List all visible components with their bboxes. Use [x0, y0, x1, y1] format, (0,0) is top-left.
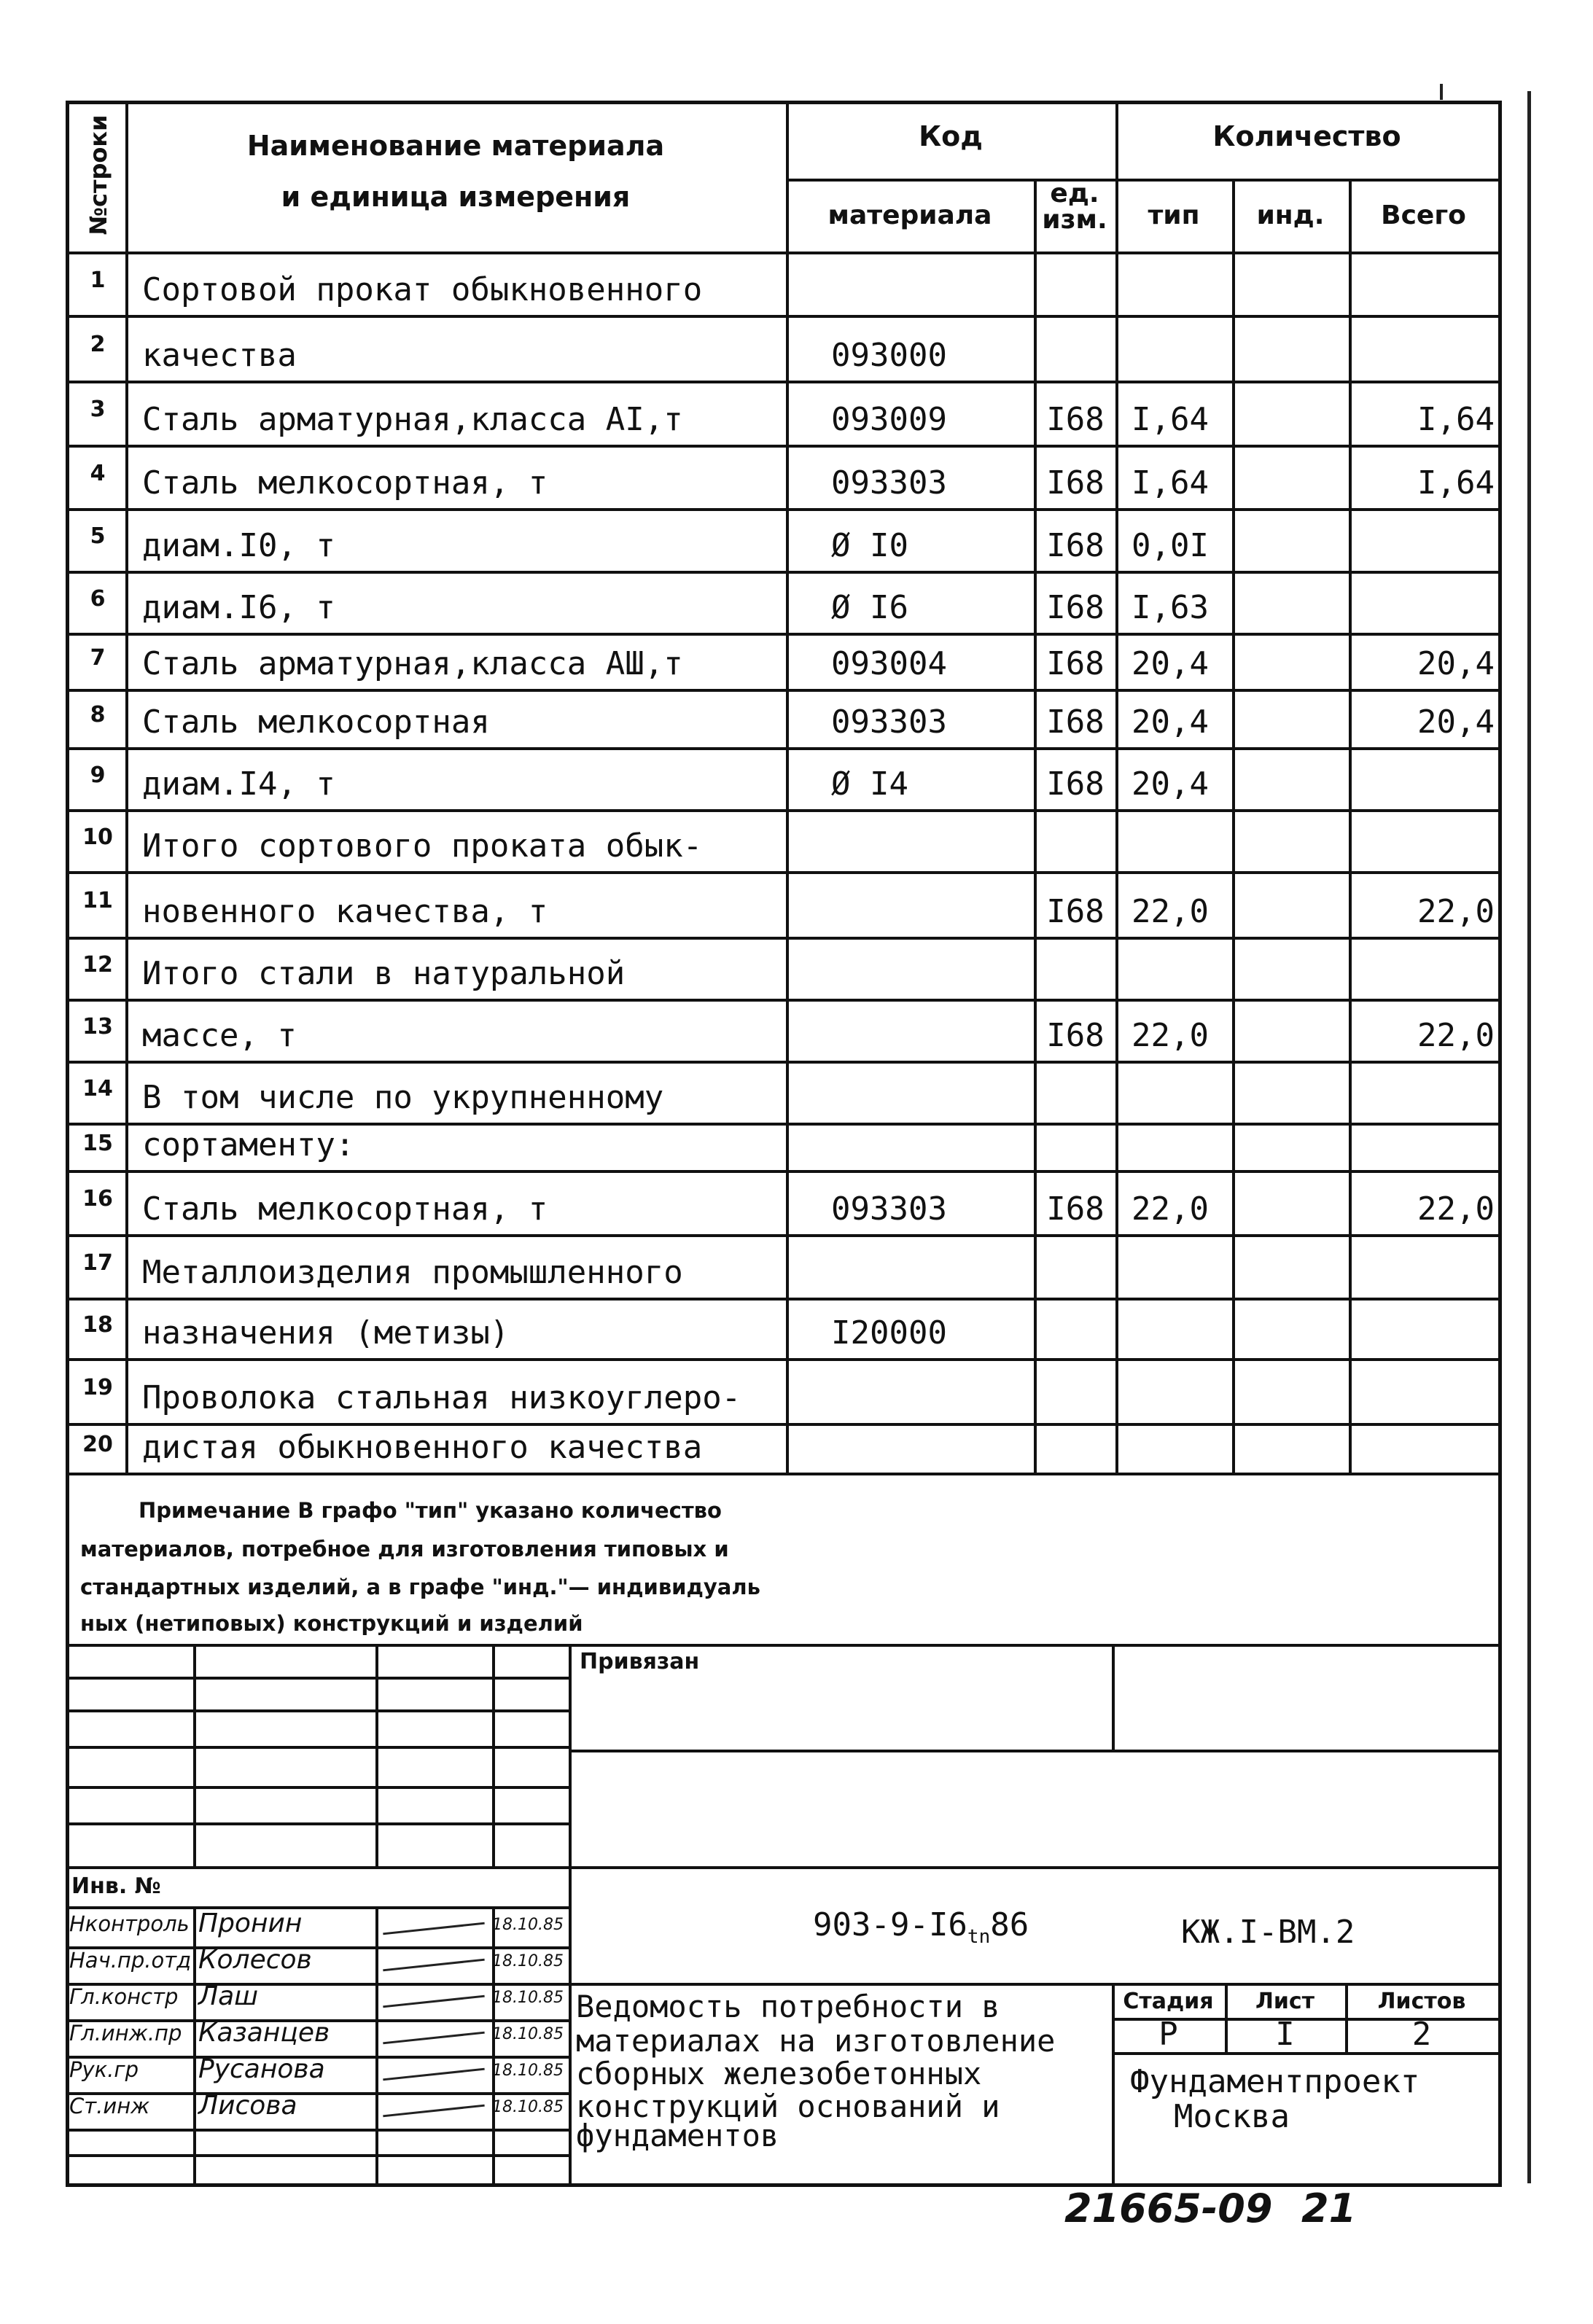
grid-line [67, 999, 1498, 1002]
bound-label: Привязан [580, 1649, 700, 1674]
grid-line [67, 251, 1498, 254]
grid-line [786, 102, 789, 1473]
stamp-line [67, 1822, 569, 1825]
signer-role: Гл.констр [69, 1984, 179, 2009]
grid-line [67, 809, 1498, 812]
row-number: 5 [90, 523, 106, 549]
grid-line [67, 381, 1498, 383]
table-cell-name: диам.I6, т [142, 589, 335, 626]
row-number-header: №строки [84, 114, 112, 235]
quantity-header: Количество [1212, 120, 1401, 152]
signature-date: 18.10.85 [492, 2098, 564, 2116]
grid-line [67, 937, 1498, 940]
table-cell-unit: I68 [1046, 1017, 1105, 1054]
row-number: 18 [82, 1311, 113, 1338]
sheet-code: КЖ.I-ВМ.2 [1181, 1914, 1355, 1951]
table-cell-name: Проволока стальная низкоуглеро- [142, 1379, 741, 1416]
table-cell-code: Ø I4 [831, 765, 908, 803]
row-number: 8 [90, 702, 106, 728]
row-number: 9 [90, 762, 106, 788]
row-number: 6 [90, 585, 106, 612]
grid-line [1232, 179, 1235, 1473]
stamp-line [1112, 1644, 1115, 1750]
grid-line [67, 633, 1498, 636]
table-cell-typ: 0,0I [1132, 527, 1209, 564]
unit-header: ед. изм. [1042, 179, 1107, 235]
table-cell-name: диам.I4, т [142, 765, 335, 803]
table-cell-typ: 22,0 [1132, 1017, 1209, 1054]
row-number: 17 [82, 1249, 113, 1276]
signature-date: 18.10.85 [492, 1952, 564, 1970]
organization-city: Москва [1174, 2098, 1290, 2135]
stamp-line [67, 1983, 1498, 1986]
signer-role: Нконтроль [69, 1911, 190, 1936]
row-number: 2 [90, 332, 106, 357]
table-cell-code: 093303 [831, 464, 947, 502]
table-cell-total: 22,0 [1417, 1190, 1495, 1228]
table-cell-total: 22,0 [1417, 1017, 1495, 1054]
table-cell-typ: I,63 [1132, 589, 1209, 626]
table-cell-name: сортаменту: [142, 1126, 355, 1163]
table-cell-code: I20000 [831, 1314, 947, 1352]
corner-tick [1440, 84, 1443, 100]
signer-name: Лисова [198, 2091, 297, 2121]
grid-line [67, 1473, 1498, 1475]
stamp-line [67, 1709, 569, 1712]
stamp-line [67, 2129, 569, 2132]
grid-line [67, 1298, 1498, 1301]
document-title-line: конструкций оснований и [576, 2089, 1000, 2124]
note-line: ных (нетиповых) конструкций и изделий [80, 1611, 583, 1636]
row-number: 4 [90, 460, 106, 486]
note-line: материалов, потребное для изготовления типовых и [80, 1537, 729, 1561]
sheet-value: I [1275, 2016, 1295, 2053]
table-cell-unit: I68 [1046, 1190, 1105, 1228]
stamp-line [67, 1866, 1498, 1869]
sheets-label: Листов [1377, 1989, 1466, 2014]
stamp-line [67, 1644, 1498, 1647]
grid-line [67, 571, 1498, 574]
row-number: 15 [82, 1130, 113, 1156]
grid-line [67, 747, 1498, 750]
signer-name: Русанова [198, 2054, 325, 2084]
grid-line [67, 1423, 1498, 1426]
note-line: Примечание В графо "тип" указано количество [139, 1498, 722, 1523]
stamp-line [569, 1750, 1498, 1752]
signer-name: Колесов [198, 1945, 312, 1975]
row-number: 1 [90, 267, 106, 293]
signature-date: 18.10.85 [492, 2062, 564, 2080]
grid-line [67, 1170, 1498, 1173]
stage-label: Стадия [1123, 1989, 1214, 2014]
table-cell-name: качества [142, 337, 297, 374]
stamp-line [67, 1746, 569, 1749]
grid-line [1349, 179, 1352, 1473]
table-cell-name: диам.I0, т [142, 527, 335, 564]
grid-line [786, 179, 1498, 182]
grid-line [125, 102, 128, 1473]
signer-role: Нач.пр.отд [69, 1948, 192, 1973]
table-cell-name: В том числе по укрупненному [142, 1079, 664, 1116]
table-cell-typ: 20,4 [1132, 645, 1209, 682]
table-cell-unit: I68 [1046, 589, 1105, 626]
grid-line [67, 689, 1498, 692]
row-number: 20 [82, 1432, 113, 1457]
row-number: 16 [82, 1186, 113, 1212]
table-cell-name: новенного качества, т [142, 893, 548, 930]
table-cell-total: 22,0 [1417, 893, 1495, 930]
table-cell-code: Ø I0 [831, 527, 908, 564]
grid-line [1034, 179, 1037, 1473]
table-cell-name: Сталь мелкосортная, т [142, 464, 548, 502]
grid-line [67, 1358, 1498, 1361]
table-cell-name: Сталь арматурная,класса AI,т [142, 401, 683, 438]
table-cell-code: 093009 [831, 401, 947, 438]
table-cell-typ: 22,0 [1132, 1190, 1209, 1228]
material-header: материала [827, 200, 992, 230]
table-cell-total: 20,4 [1417, 645, 1495, 682]
row-number: 7 [90, 644, 106, 671]
table-cell-unit: I68 [1046, 893, 1105, 930]
document-title-line: Ведомость потребности в [576, 1989, 1000, 2024]
stamp-line [67, 1906, 569, 1909]
grid-line [67, 1123, 1498, 1126]
table-cell-code: 093000 [831, 337, 947, 374]
signer-name: Пронин [198, 1908, 303, 1938]
table-cell-unit: I68 [1046, 464, 1105, 502]
handwritten-page-number: 21 [1301, 2185, 1357, 2231]
table-cell-unit: I68 [1046, 703, 1105, 741]
row-number: 13 [82, 1013, 113, 1040]
stamp-line [67, 1786, 569, 1789]
table-cell-total: I,64 [1417, 464, 1495, 502]
grid-line [67, 1061, 1498, 1064]
table-cell-total: 20,4 [1417, 703, 1495, 741]
document-title-line: сборных железобетонных [576, 2056, 982, 2091]
right-border-line [1527, 91, 1531, 2183]
signer-role: Рук.гр [69, 2057, 139, 2082]
row-number: 12 [82, 951, 113, 978]
row-number: 3 [90, 397, 106, 422]
name-header-line2: и единица измерения [281, 181, 631, 213]
sheet-label: Лист [1255, 1989, 1315, 2014]
note-line: стандартных изделий, а в графе "инд."— индивидуаль [80, 1575, 760, 1599]
signature-date: 18.10.85 [492, 2025, 564, 2043]
row-number: 10 [82, 824, 113, 850]
grid-line [67, 315, 1498, 318]
signer-role: Гл.инж.пр [69, 2021, 182, 2046]
organization-name: Фундаментпроект [1130, 2063, 1420, 2100]
row-number: 11 [82, 888, 113, 913]
table-cell-unit: I68 [1046, 527, 1105, 564]
document-title-line: материалах на изготовление [576, 2023, 1056, 2059]
table-cell-name: Итого стали в натуральной [142, 955, 626, 992]
table-cell-name: Сталь арматурная,класса АШ,т [142, 645, 683, 682]
signer-name: Лаш [198, 1981, 259, 2011]
sheets-value: 2 [1411, 2016, 1432, 2053]
grid-line [67, 508, 1498, 511]
document-code: $903-9-I6_{tn}86$ [813, 1906, 1029, 1948]
table-cell-name: Сталь мелкосортная, т [142, 1190, 548, 1228]
table-cell-typ: I,64 [1132, 464, 1209, 502]
grid-line [67, 871, 1498, 874]
table-cell-name: Итого сортового проката обык- [142, 827, 703, 865]
document-title-line: фундаментов [576, 2118, 779, 2153]
table-cell-name: массе, т [142, 1017, 297, 1054]
table-cell-typ: 22,0 [1132, 893, 1209, 930]
stamp-line [67, 1677, 569, 1680]
table-cell-name: Сталь мелкосортная [142, 703, 490, 741]
code-header: Код [919, 120, 983, 152]
table-cell-code: 093303 [831, 1190, 947, 1228]
row-number: 14 [82, 1075, 113, 1101]
name-header-line1: Наименование материала [246, 130, 665, 162]
table-cell-name: назначения (метизы) [142, 1314, 510, 1352]
table-cell-unit: I68 [1046, 401, 1105, 438]
signature-date: 18.10.85 [492, 1989, 564, 2007]
inventory-number-label: Инв. № [71, 1873, 161, 1899]
handwritten-archive-number: 21665-09 [1064, 2185, 1273, 2231]
table-cell-name: дистая обыкновенного качества [142, 1429, 703, 1466]
table-cell-typ: 20,4 [1132, 703, 1209, 741]
total-header: Всего [1381, 200, 1466, 230]
grid-line [67, 1234, 1498, 1237]
table-cell-name: Металлоизделия промышленного [142, 1254, 683, 1291]
grid-line [67, 445, 1498, 448]
table-cell-code: Ø I6 [831, 589, 908, 626]
table-cell-name: Сортовой прокат обыкновенного [142, 271, 703, 308]
table-cell-code: 093303 [831, 703, 947, 741]
table-cell-code: 093004 [831, 645, 947, 682]
table-cell-unit: I68 [1046, 645, 1105, 682]
table-cell-typ: I,64 [1132, 401, 1209, 438]
signer-name: Казанцев [198, 2018, 330, 2048]
table-cell-total: I,64 [1417, 401, 1495, 438]
stamp-line [569, 1644, 572, 2183]
table-cell-unit: I68 [1046, 765, 1105, 803]
signature-date: 18.10.85 [492, 1916, 564, 1934]
row-number: 19 [82, 1374, 113, 1400]
stage-value: Р [1158, 2016, 1178, 2053]
grid-line [1115, 102, 1118, 1473]
signer-role: Ст.инж [69, 2094, 150, 2118]
type-header: тип [1148, 200, 1200, 230]
table-cell-typ: 20,4 [1132, 765, 1209, 803]
ind-header: инд. [1256, 200, 1325, 230]
stamp-line [67, 2154, 569, 2157]
